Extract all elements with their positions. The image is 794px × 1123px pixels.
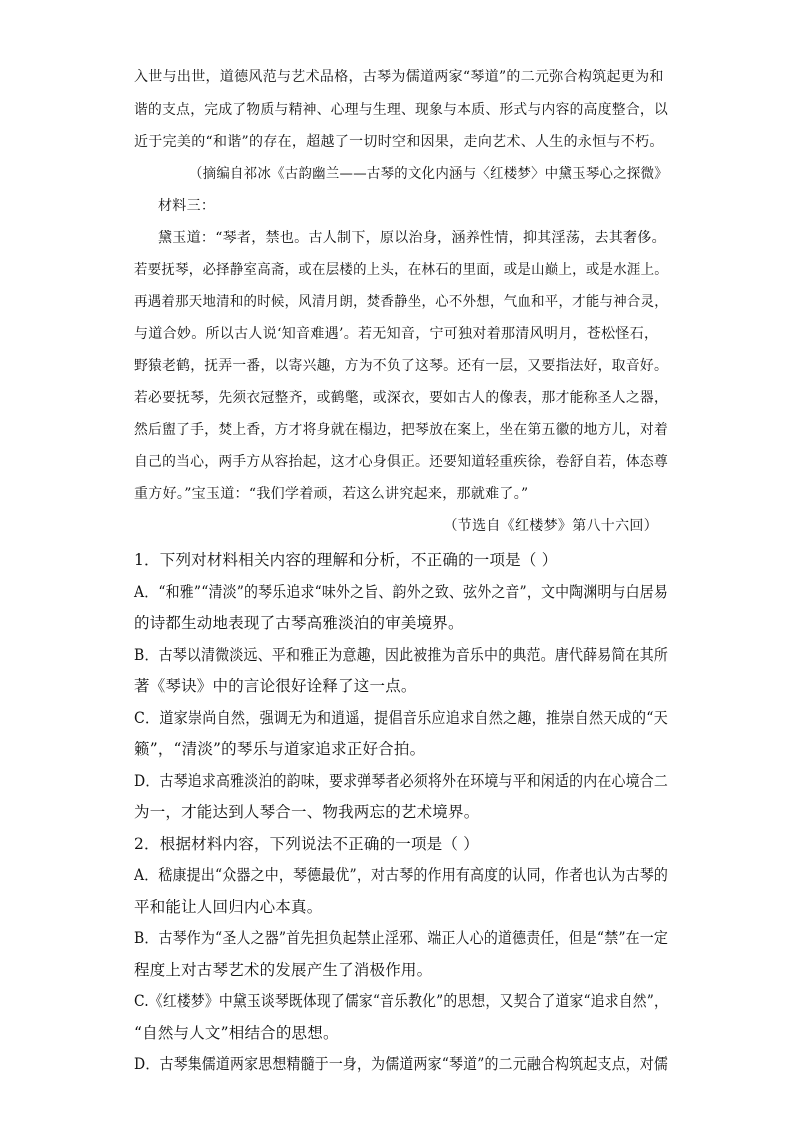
material3-line-2: 若要抚琴，必择静室高斋，或在层楼的上头，在林石的里面，或是山巅上，或是水涯上。 (134, 262, 669, 278)
question-2-option-a-line-1: A．嵇康提出“众器之中，琴德最优”，对古琴的作用有高度的认同，作者也认为古琴的 (134, 866, 668, 884)
question-2-option-c-line-2: “自然与人文”相结合的思想。 (134, 1024, 339, 1042)
question-1-option-c-line-1: C．道家崇尚自然，强调无为和逍遥，提倡音乐应追求自然之趣，推崇自然天成的“天 (134, 709, 668, 727)
material3-line-3: 再遇着那天地清和的时候，风清月朗，焚香静坐，心不外想，气血和平，才能与神合灵， (134, 294, 669, 310)
question-1-option-d-line-2: 为一，才能达到人琴合一、物我两忘的艺术境界。 (134, 803, 480, 821)
material3-line-7: 然后盥了手，焚上香，方才将身就在榻边，把琴放在案上，坐在第五徽的地方儿，对着 (134, 422, 669, 438)
question-1-option-d-line-1: D．古琴追求高雅淡泊的韵味，要求弹琴者必须将外在环境与平和闲适的内在心境合二 (134, 772, 669, 790)
material2-line-3: 近于完美的“和谐”的存在，超越了一切时空和因果，走向艺术、人生的永恒与不朽。 (134, 134, 664, 150)
question-1-option-c-line-2: 籁”，“清淡”的琴乐与道家追求正好合拍。 (134, 740, 426, 758)
material3-line-8: 自己的当心，两手方从容抬起，这才心身俱正。还要知道轻重疾徐，卷舒自若，体态尊 (134, 454, 669, 470)
question-2-option-b-line-2: 程度上对古琴艺术的发展产生了消极作用。 (134, 961, 433, 979)
question-1-option-b-line-2: 著《琴诀》中的言论很好诠释了这一点。 (134, 677, 417, 695)
question-1-option-b-line-1: B．古琴以清微淡远、平和雅正为意趣，因此被推为音乐中的典范。唐代薛易简在其所 (134, 646, 669, 664)
question-1-option-a-line-2: 的诗都生动地表现了古琴高雅淡泊的审美境界。 (134, 614, 464, 632)
question-1-stem: 1．下列对材料相关内容的理解和分析，不正确的一项是（ ） (134, 551, 558, 569)
material3-line-6: 若必要抚琴，先须衣冠整齐，或鹤氅，或深衣，要如古人的像表，那才能称圣人之器， (134, 390, 669, 406)
question-2-stem: 2．根据材料内容，下列说法不正确的一项是（ ） (134, 835, 479, 853)
question-2-option-d-line-1: D．古琴集儒道两家思想精髓于一身，为儒道两家“琴道”的二元融合构筑起支点，对儒 (134, 1055, 669, 1073)
material2-line-2: 谐的支点，完成了物质与精神、心理与生理、现象与本质、形式与内容的高度整合，以 (134, 102, 669, 118)
question-2-option-c-line-1: C.《红楼梦》中黛玉谈琴既体现了儒家“音乐教化”的思想，又契合了道家“追求自然”， (134, 992, 668, 1010)
question-2-option-a-line-2: 平和能让人回归内心本真。 (134, 898, 323, 916)
material3-source: （节选自《红楼梦》第八十六回） (443, 518, 658, 534)
material3-line-9: 重方好。”宝玉道：“我们学着顽，若这么讲究起来，那就难了。” (134, 486, 529, 502)
question-2-option-b-line-1: B．古琴作为“圣人之器”首先担负起禁止淫邪、端正人心的道德责任，但是“禁”在一定 (134, 929, 668, 947)
material3-line-5: 野猿老鹤，抚弄一番，以寄兴趣，方为不负了这琴。还有一层，又要指法好，取音好。 (134, 358, 669, 374)
material3-title: 材料三： (158, 198, 216, 214)
material3-line-1: 黛玉道：“琴者，禁也。古人制下，原以治身，涵养性情，抑其淫荡，去其奢侈。 (158, 230, 666, 246)
material2-source: （摘编自祁冰《古韵幽兰——古琴的文化内涵与〈红楼梦〉中黛玉琴心之探微》 (189, 166, 668, 182)
material2-line-1: 入世与出世，道德风范与艺术品格，古琴为儒道两家“琴道”的二元弥合构筑起更为和 (134, 69, 664, 85)
question-1-option-a-line-1: A．“和雅”“清淡”的琴乐追求“味外之旨、韵外之致、弦外之音”，文中陶渊明与白居易 (134, 583, 669, 601)
material3-line-4: 与道合妙。所以古人说‘知音难遇’。若无知音，宁可独对着那清风明月，苍松怪石， (134, 326, 659, 342)
